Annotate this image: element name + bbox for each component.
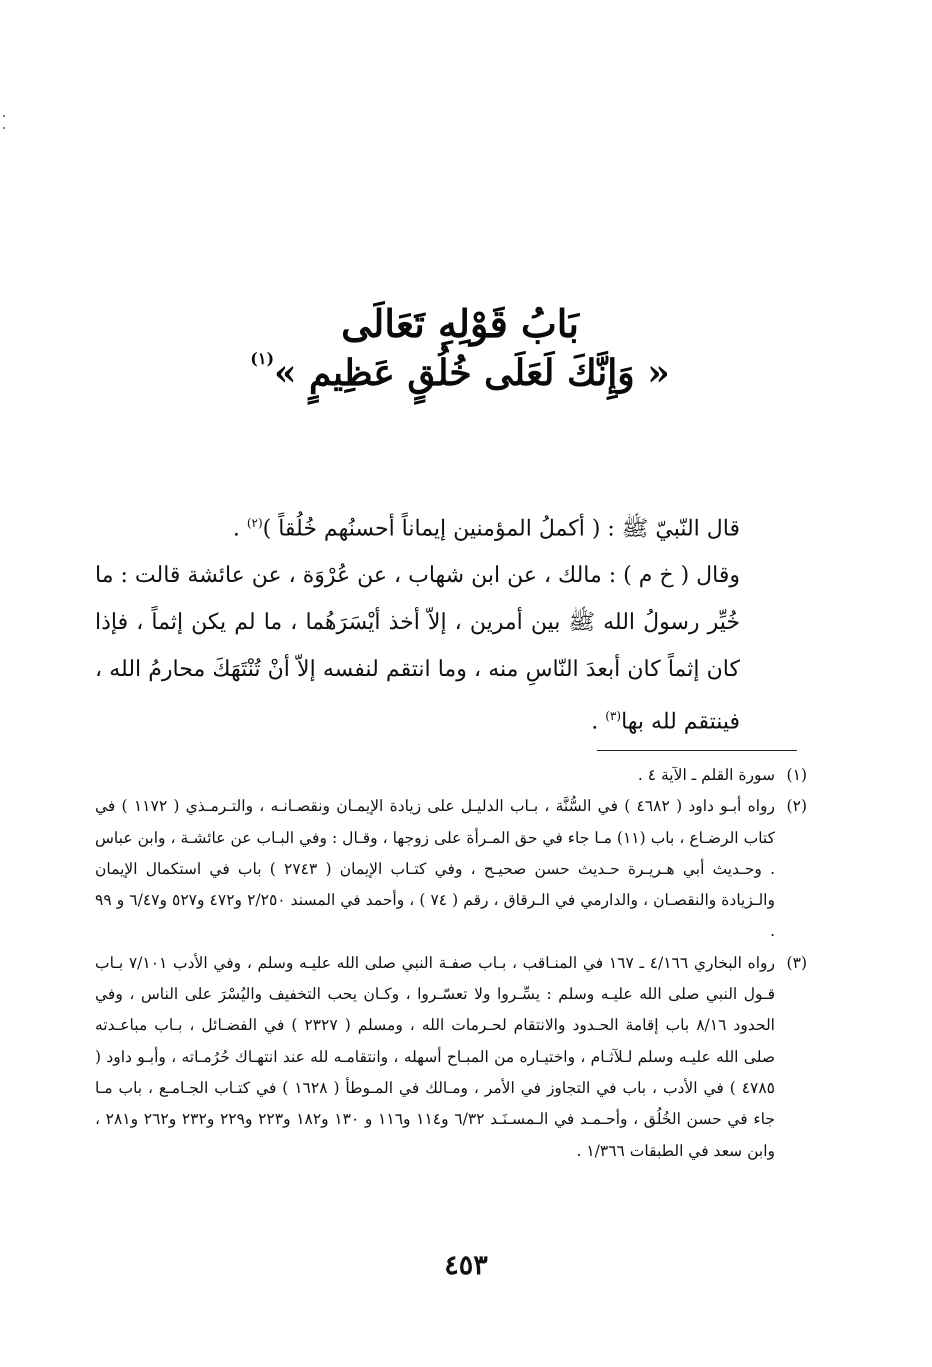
main-text [95, 500, 800, 746]
footnote-2 [95, 791, 807, 947]
verse-text: « وَإِنَّكَ لَعَلَى خُلُقٍ عَظِيمٍ » [274, 352, 670, 394]
hadith-paragraph-2 [95, 552, 800, 745]
page-number: ٤٥٣ [444, 1250, 488, 1281]
footnote-ref-3[interactable]: (٣) [605, 709, 622, 724]
footnote-ref-1[interactable]: (١) [250, 349, 275, 368]
paragraph-2-end: . [591, 709, 606, 735]
footnote-ref-2[interactable]: (٢) [246, 516, 263, 530]
hadith-paragraph-1 [95, 500, 800, 552]
footnote-text: سورة القلم ـ الآية ٤ . [637, 766, 775, 784]
footnote-number: (١) [786, 766, 807, 784]
paragraph-2-text: وقال ( خ م ) : مالك ، عن ابن شهاب ، عن عُرْوَة ، عن عائشة قالت : ما خُيِّر رسولُ الله ﷺ بين أمرين ، إلاّ أخذ أيْسَرَهُما ، ما لم يكن إثماً ، فإذا كان إثماً كان أبعدَ النّاسِ منه ، وما انتقم لنفسه إلاّ أنْ تُنْتَهَكَ محارمُ الله ، فينتقم لله بها [95, 563, 740, 735]
footnote-text: رواه البخاري ٤/١٦٦ ـ ١٦٧ في المنـاقب ، بـاب صفـة النبي صلى الله عليـه وسلم ، وفي الأدب ٧/١٠١ بـاب قـول النبي صلى الله عليـه وسلم : يسِّـروا ولا تعسّـروا ، وكـان يحب التخفيف واليُسْرَ على الناس ، وفي الحدود ٨/١٦ باب إقامة الحـدود والانتقام لحـرمات الله ، ومسلم ( ٢٣٢٧ ) في الفضـائل ، بـاب مباعـدته صلى الله عليـه وسلم لـلآثـام ، واختيـاره من المبـاح أسهله ، وانتقامـه لله عند انتهـاك حُرُمـاته ، وأبـو داود ( ٤٧٨٥ ) في الأدب ، باب في التجاوز في الأمر ، ومـالك في المـوطأ ( ١٦٢٨ ) في كتـاب الجـامـع ، باب مـا جاء في حسن الخُلُق ، وأحـمـد في الـمسـنَـد ٦/٣٢ و١١٤ و١١٦ و ١٣٠ و١٨٢ و٢٢٣ و٢٢٩ و٢٣٢ و٢٦٢ و٢٨١ ، وابن سعد في الطبقات ١/٣٦٦ . [95, 953, 775, 1160]
footnote-1 [95, 760, 807, 791]
footnote-3 [95, 948, 807, 1167]
chapter-verse [250, 348, 670, 398]
chapter-title: بَابُ قَوْلِهِ تَعَالَى [341, 301, 579, 346]
footnote-number: (٢) [786, 797, 807, 816]
footnote-number: (٣) [786, 953, 807, 972]
paragraph-1-end: . [232, 516, 247, 542]
footnotes [95, 760, 807, 1167]
margin-marks [3, 115, 7, 145]
footnote-divider [597, 750, 797, 751]
chapter-heading [250, 300, 670, 398]
paragraph-1-text: قال النّبيّ ﷺ : ( أكملُ المؤمنين إيماناً أحسنُهم خُلُقاً ) [262, 516, 740, 542]
footnote-text: رواه أبـو داود ( ٤٦٨٢ ) في السُّنَّة ، بـاب الدليـل على زيادة الإيمـان ونقصـانـه ، والتـرمـذي ( ١١٧٢ ) في كتاب الرضـاع ، باب (١١) مـا جاء في حق المـرأة على زوجها ، وقـال : وفي البـاب عن عائشـة ، وابن عباس . وحـديث أبي هـريـرة حـديث حسن صحيـح ، وفي كتـاب الإيمان ( ٢٧٤٣ ) باب في استكمال الإيمان والـزيادة والنقصـان ، والدارمي في الـرقاق ، رقم ( ٧٤ ) ، وأحمد في المسند ٢/٢٥٠ و٤٧٢ و٥٢٧ و٦/٤٧ و ٩٩ . [95, 797, 775, 941]
